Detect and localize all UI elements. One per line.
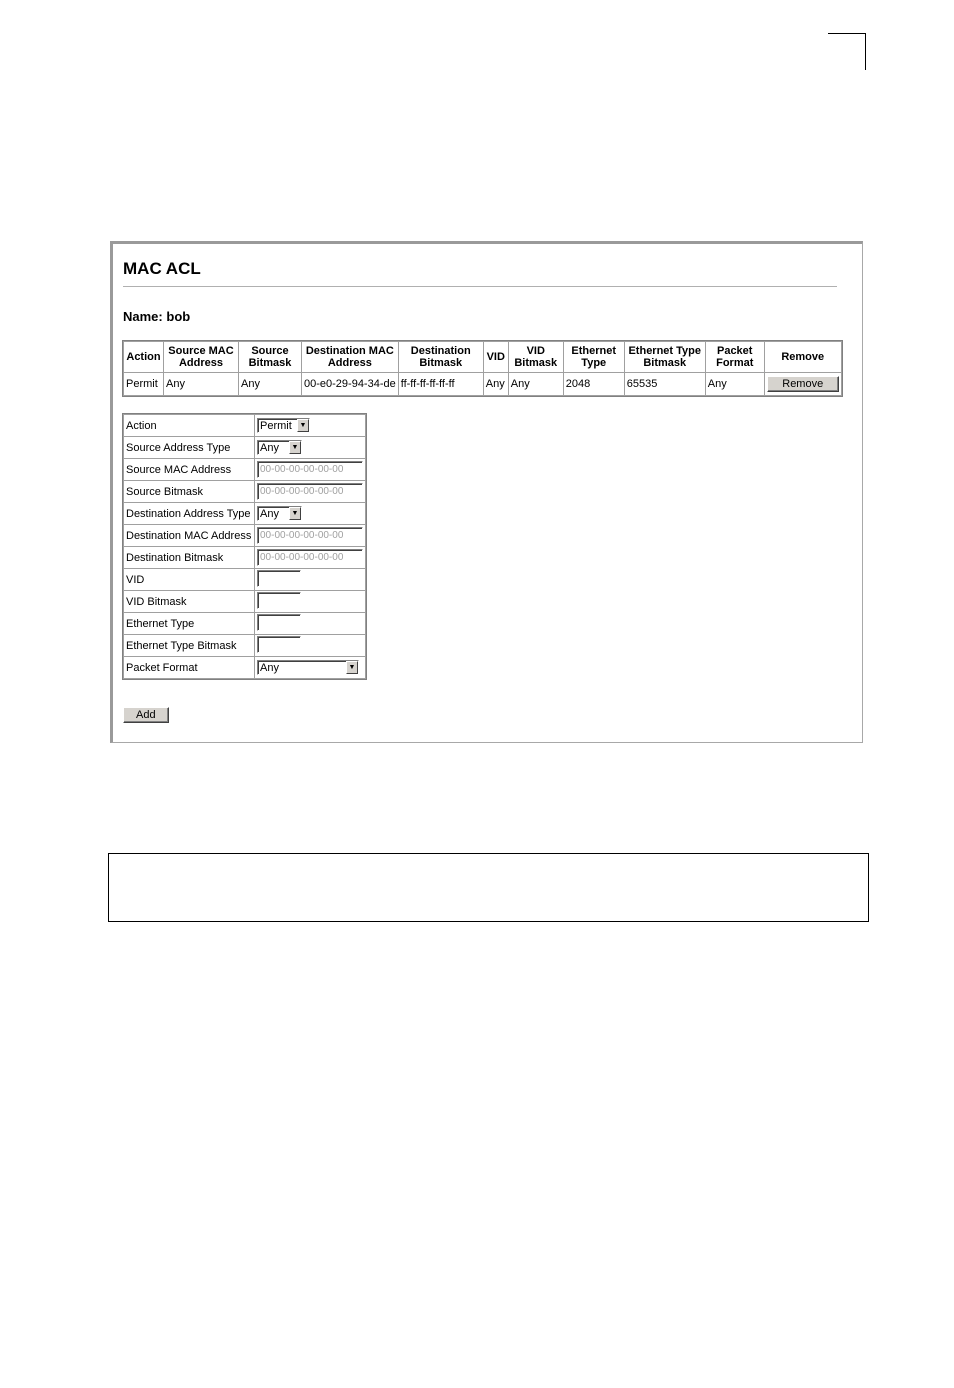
cell-packet-format: Any xyxy=(705,373,764,396)
col-header-remove: Remove xyxy=(764,342,841,373)
chevron-down-icon: ▼ xyxy=(346,661,358,674)
cell-ethernet-type: 2048 xyxy=(563,373,624,396)
note-box xyxy=(108,853,869,922)
cell-source-mac: Any xyxy=(164,373,239,396)
form-row-source-bitmask xyxy=(124,481,366,503)
cell-remove xyxy=(764,373,841,396)
form-row-vid-bitmask xyxy=(124,591,366,613)
cell-vid-bitmask: Any xyxy=(508,373,563,396)
dest-bitmask-input[interactable]: 00-00-00-00-00-00 xyxy=(257,549,363,566)
page-corner-mark xyxy=(828,33,866,70)
acl-name-label: Name: xyxy=(123,309,163,324)
add-rule-form xyxy=(123,414,366,679)
table-header-row xyxy=(124,342,842,373)
vid-label: VID xyxy=(124,569,255,591)
ethernet-type-bitmask-input[interactable] xyxy=(257,636,301,653)
action-select-value: Permit xyxy=(260,419,292,432)
cell-action: Permit xyxy=(124,373,164,396)
ethernet-type-bitmask-label: Ethernet Type Bitmask xyxy=(124,635,255,657)
cell-vid: Any xyxy=(483,373,508,396)
col-header-vid: VID xyxy=(483,342,508,373)
source-mac-input[interactable]: 00-00-00-00-00-00 xyxy=(257,461,363,478)
ethernet-type-input[interactable] xyxy=(257,614,301,631)
action-label: Action xyxy=(124,415,255,437)
form-row-dest-bitmask xyxy=(124,547,366,569)
dest-mac-label: Destination MAC Address xyxy=(124,525,255,547)
cell-source-bitmask: Any xyxy=(239,373,302,396)
dest-bitmask-label: Destination Bitmask xyxy=(124,547,255,569)
dest-address-type-label: Destination Address Type xyxy=(124,503,255,525)
cell-dest-mac: 00-e0-29-94-34-de xyxy=(302,373,399,396)
form-row-ethernet-type xyxy=(124,613,366,635)
chevron-down-icon: ▼ xyxy=(289,507,301,520)
form-row-source-address-type xyxy=(124,437,366,459)
dest-address-type-select[interactable] xyxy=(257,506,302,521)
acl-rules-table xyxy=(123,341,842,396)
acl-name xyxy=(123,309,190,324)
acl-name-value: bob xyxy=(166,309,191,324)
table-row xyxy=(124,373,842,396)
packet-format-select[interactable] xyxy=(257,660,359,675)
ethernet-type-label: Ethernet Type xyxy=(124,613,255,635)
col-header-ethernet-type: Ethernet Type xyxy=(563,342,624,373)
vid-input[interactable] xyxy=(257,570,301,587)
source-bitmask-input[interactable]: 00-00-00-00-00-00 xyxy=(257,483,363,500)
col-header-source-bitmask: Source Bitmask xyxy=(239,342,302,373)
chevron-down-icon: ▼ xyxy=(289,441,301,454)
page-title: MAC ACL xyxy=(123,259,201,278)
action-select[interactable] xyxy=(257,418,310,433)
col-header-dest-bitmask: Destination Bitmask xyxy=(398,342,483,373)
source-bitmask-label: Source Bitmask xyxy=(124,481,255,503)
vid-bitmask-input[interactable] xyxy=(257,592,301,609)
col-header-packet-format: Packet Format xyxy=(705,342,764,373)
col-header-dest-mac: Destination MAC Address xyxy=(302,342,399,373)
add-button[interactable]: Add xyxy=(123,707,169,723)
source-mac-label: Source MAC Address xyxy=(124,459,255,481)
cell-ethernet-type-bitmask: 65535 xyxy=(624,373,705,396)
mac-acl-panel xyxy=(110,241,863,743)
col-header-ethernet-type-bitmask: Ethernet Type Bitmask xyxy=(624,342,705,373)
form-row-dest-mac xyxy=(124,525,366,547)
form-row-packet-format xyxy=(124,657,366,679)
form-row-action xyxy=(124,415,366,437)
chevron-down-icon: ▼ xyxy=(297,419,309,432)
form-row-source-mac xyxy=(124,459,366,481)
source-address-type-select[interactable] xyxy=(257,440,302,455)
source-address-type-label: Source Address Type xyxy=(124,437,255,459)
col-header-source-mac: Source MAC Address xyxy=(164,342,239,373)
source-address-type-value: Any xyxy=(260,441,279,454)
packet-format-label: Packet Format xyxy=(124,657,255,679)
cell-dest-bitmask: ff-ff-ff-ff-ff-ff xyxy=(398,373,483,396)
col-header-action: Action xyxy=(124,342,164,373)
remove-button[interactable]: Remove xyxy=(767,376,839,392)
col-header-vid-bitmask: VID Bitmask xyxy=(508,342,563,373)
vid-bitmask-label: VID Bitmask xyxy=(124,591,255,613)
dest-mac-input[interactable]: 00-00-00-00-00-00 xyxy=(257,527,363,544)
dest-address-type-value: Any xyxy=(260,507,279,520)
form-row-vid xyxy=(124,569,366,591)
packet-format-value: Any xyxy=(260,661,279,674)
form-row-dest-address-type xyxy=(124,503,366,525)
title-divider xyxy=(123,286,837,287)
form-row-ethernet-type-bitmask xyxy=(124,635,366,657)
